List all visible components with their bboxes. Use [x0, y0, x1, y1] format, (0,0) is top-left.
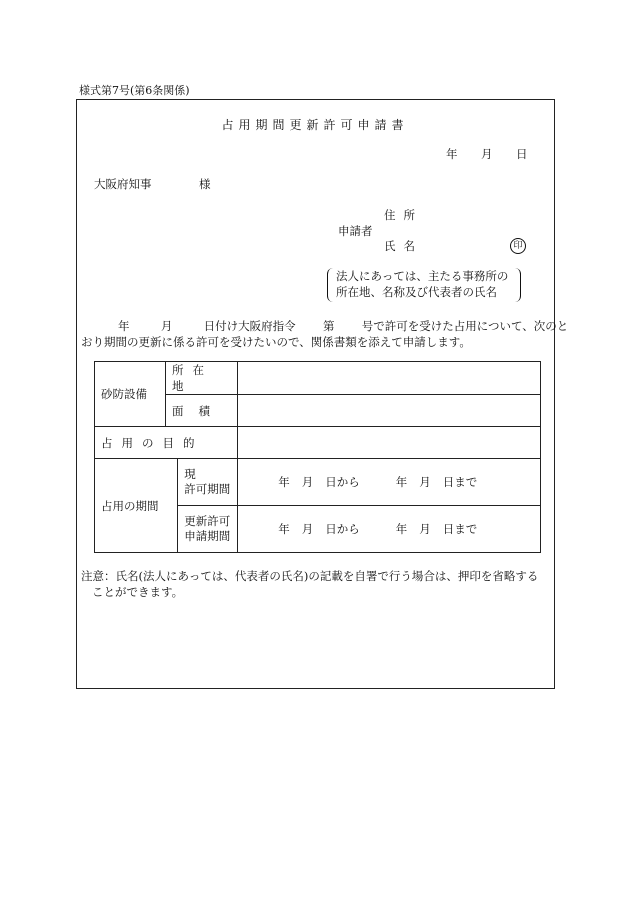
statement-number-prefix: 第: [322, 319, 335, 333]
caution-line2: ことができます。: [92, 585, 184, 599]
renewal-period-label: 更新許可 申請期間: [178, 506, 238, 553]
location-label: 所在地: [166, 362, 238, 395]
purpose-value[interactable]: [238, 427, 541, 459]
application-table: [94, 361, 541, 553]
statement-number-suffix: 号で許可を受けた占用について、次のと: [361, 319, 569, 333]
addressee-suffix: 様: [199, 177, 211, 191]
date-year-label: 年: [446, 147, 458, 161]
addressee-name: 大阪府知事: [94, 177, 152, 191]
current-period-value[interactable]: 年 月 日から 年 月 日まで: [238, 459, 541, 506]
applicant-label: 申請者: [338, 224, 373, 238]
corporate-note: [327, 268, 521, 302]
corporate-note-line2: 所在地、名称及び代表者の氏名: [336, 285, 497, 299]
area-label: 面積: [166, 395, 238, 427]
statement-month: 月: [160, 319, 173, 333]
corporate-note-line1: 法人にあっては、主たる事務所の: [336, 269, 509, 283]
statement-day-directive: 日付け大阪府指令: [203, 319, 296, 333]
area-value[interactable]: [238, 395, 541, 427]
purpose-label: 占用の目的: [95, 427, 238, 459]
applicant-address-label: 住所: [384, 208, 423, 222]
renewal-period-value[interactable]: 年 月 日から 年 月 日まで: [238, 506, 541, 553]
form-id: 様式第7号(第6条関係): [79, 84, 190, 97]
application-statement: [81, 318, 569, 350]
form-title: 占用期間更新許可申請書: [221, 118, 409, 132]
applicant-name-label: 氏名: [384, 239, 423, 253]
date-month-label: 月: [481, 147, 493, 161]
seal-mark: 印: [510, 238, 526, 254]
caution-note: [81, 568, 551, 600]
caution-line1: 注意：氏名(法人にあっては、代表者の氏名)の記載を自署で行う場合は、押印を省略する: [81, 569, 539, 583]
facility-label: 砂防設備: [95, 362, 166, 427]
period-label: 占用の期間: [95, 459, 178, 553]
statement-year: 年: [118, 319, 130, 333]
date-day-label: 日: [516, 147, 528, 161]
location-value[interactable]: [238, 362, 541, 395]
current-period-label: 現 許可期間: [178, 459, 238, 506]
statement-line2: おり期間の更新に係る許可を受けたいので、関係書類を添えて申請します。: [81, 335, 471, 349]
